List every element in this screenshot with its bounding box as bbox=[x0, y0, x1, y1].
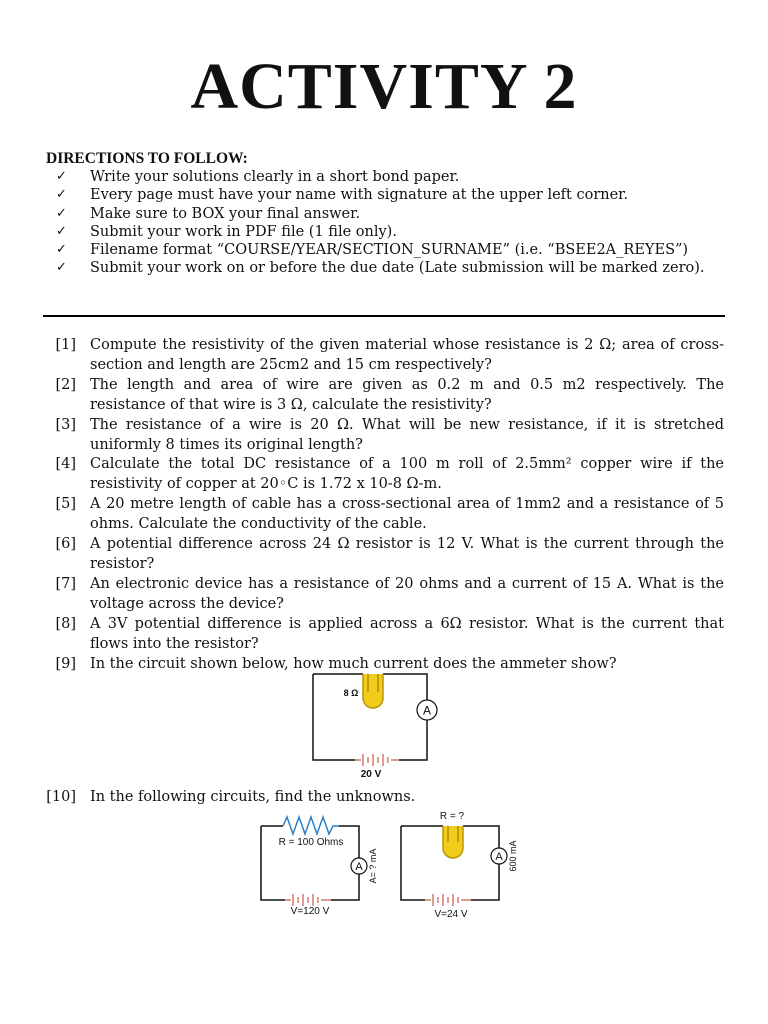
question-number: [9] bbox=[55, 655, 76, 672]
ammeter-icon bbox=[491, 848, 507, 864]
current-label: 600 mA bbox=[508, 840, 518, 872]
check-icon: ✓ bbox=[56, 187, 67, 203]
circuit-diagram-q9 bbox=[305, 672, 445, 782]
question-text: An electronic device has a resistance of 20 ohms and a current of 15 A. What is the voltage across the device? bbox=[90, 575, 724, 612]
resistor-icon bbox=[443, 826, 463, 858]
question-text: Compute the resistivity of the given material whose resistance is 2 Ω; area of cross-section and length are 25cm2 and 15 cm respectively? bbox=[90, 337, 724, 373]
direction-item: ✓ Every page must have your name with signature at the upper left corner. bbox=[56, 187, 629, 204]
resistor-label: 8 Ω bbox=[343, 688, 359, 698]
question-text: A 3V potential difference is applied across a 6Ω resistor. What is the current that flows into the resistor? bbox=[90, 615, 724, 652]
direction-item: ✓ Submit your work on or before the due date (Late submission will be marked zero). bbox=[56, 260, 705, 277]
check-icon: ✓ bbox=[56, 205, 67, 221]
current-label: A= ? mA bbox=[368, 848, 378, 884]
question-text: A potential difference across 24 Ω resistor is 12 V. What is the current through the resistor? bbox=[90, 536, 724, 572]
check-icon: ✓ bbox=[56, 223, 67, 239]
direction-item: ✓ Filename format “COURSE/YEAR/SECTION_SURNAME” (i.e. “BSEE2A_REYES”) bbox=[56, 242, 689, 259]
question-number: [1] bbox=[55, 337, 76, 353]
question-item bbox=[34, 495, 724, 535]
check-icon: ✓ bbox=[56, 242, 67, 258]
question-number: [4] bbox=[55, 456, 76, 473]
question-number: [7] bbox=[55, 575, 76, 592]
direction-item: ✓ Submit your work in PDF file (1 file only). bbox=[56, 223, 397, 240]
question-number: [6] bbox=[55, 536, 76, 553]
question-text: Calculate the total DC resistance of a 100 m roll of 2.5mm² copper wire if the resistivity of copper at 20◦C is 1.72 x 10-8 Ω-m. bbox=[90, 456, 724, 493]
ammeter-icon bbox=[351, 858, 367, 874]
question-number: [5] bbox=[55, 496, 76, 513]
check-icon: ✓ bbox=[56, 260, 67, 276]
question-number: [10] bbox=[46, 789, 76, 806]
question-item bbox=[34, 416, 724, 456]
circuit-diagram-q10a bbox=[255, 812, 387, 922]
svg-text:A: A bbox=[422, 703, 432, 718]
directions-heading: DIRECTIONS TO FOLLOW: bbox=[46, 150, 248, 167]
resistor-icon bbox=[363, 674, 383, 708]
battery-label: V=24 V bbox=[434, 909, 468, 920]
question-item bbox=[34, 788, 724, 808]
question-item bbox=[34, 336, 724, 376]
direction-item: ✓ Make sure to BOX your final answer. bbox=[56, 205, 361, 222]
page-title: ACTIVITY 2 bbox=[190, 50, 578, 123]
question-item bbox=[34, 376, 724, 416]
question-text: In the circuit shown below, how much current does the ammeter show? bbox=[90, 655, 617, 672]
svg-text:A: A bbox=[355, 861, 363, 873]
resistor-label: R = 100 Ohms bbox=[278, 837, 344, 848]
question-number: [2] bbox=[55, 376, 76, 393]
battery-label: 20 V bbox=[360, 769, 382, 780]
question-text: A 20 metre length of cable has a cross-sectional area of 1mm2 and a resistance of 5 ohms. Calculate the conductivity of the cable. bbox=[90, 496, 724, 533]
question-item bbox=[34, 615, 724, 655]
section-divider bbox=[43, 315, 725, 317]
question-item bbox=[34, 535, 724, 575]
check-icon: ✓ bbox=[56, 169, 67, 184]
direction-item: ✓ Write your solutions clearly in a short bond paper. bbox=[56, 169, 460, 185]
resistor-label: R = ? bbox=[439, 811, 465, 822]
ammeter-icon bbox=[417, 700, 437, 720]
svg-text:A: A bbox=[495, 851, 503, 863]
question-text: In the following circuits, find the unknowns. bbox=[90, 789, 416, 806]
directions-list bbox=[46, 168, 736, 278]
question-item bbox=[34, 455, 724, 495]
battery-label: V=120 V bbox=[290, 906, 330, 917]
circuit-diagram-q10b bbox=[395, 806, 527, 924]
question-text: The length and area of wire are given as 0.2 m and 0.5 m2 respectively. The resistance of that wire is 3 Ω, calculate the resistivity? bbox=[90, 376, 724, 413]
question-number: [8] bbox=[55, 615, 76, 632]
question-number: [3] bbox=[55, 416, 76, 433]
question-item bbox=[34, 575, 724, 615]
question-text: The resistance of a wire is 20 Ω. What will be new resistance, if it is stretched uniformly 8 times its original length? bbox=[90, 416, 724, 453]
